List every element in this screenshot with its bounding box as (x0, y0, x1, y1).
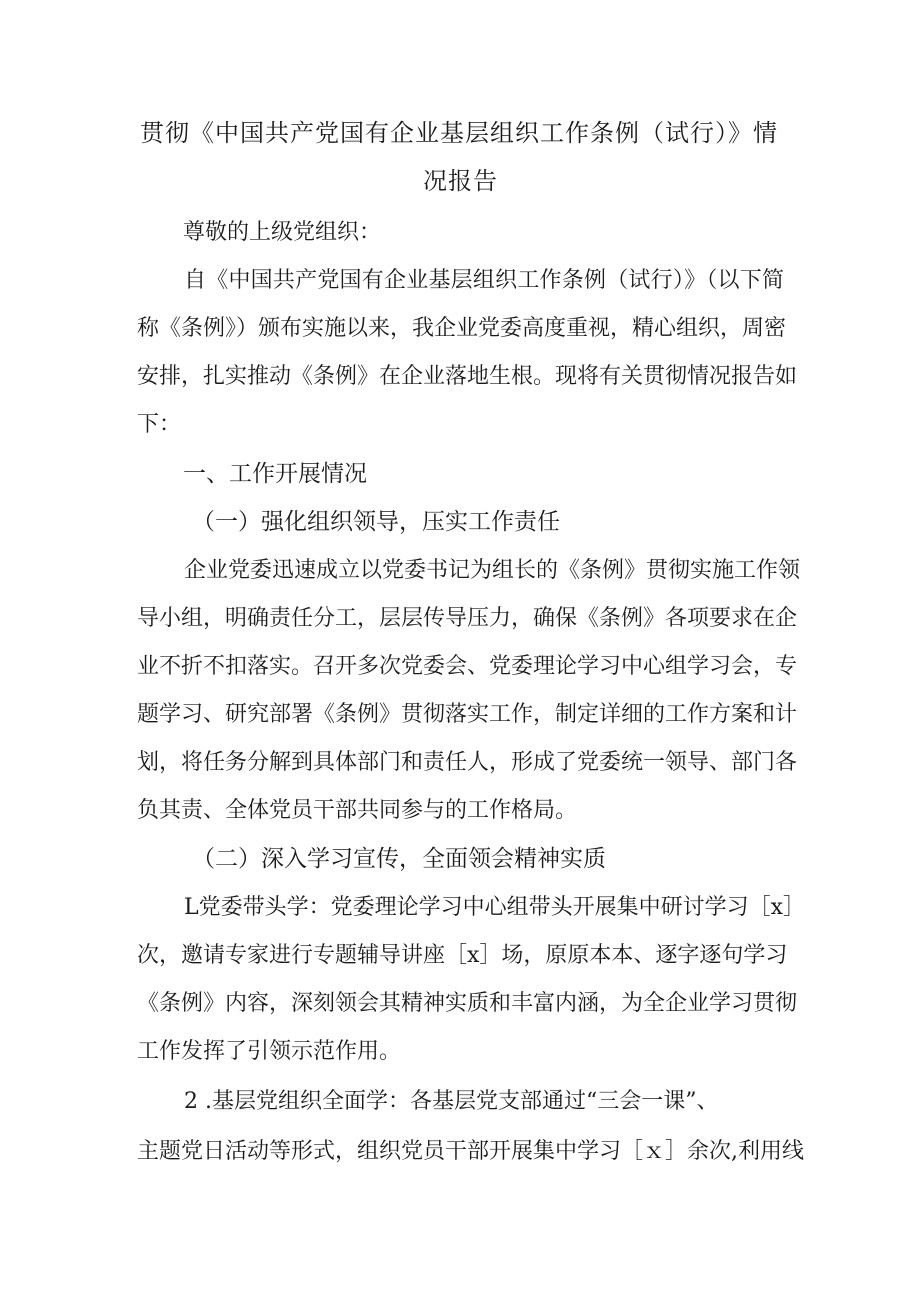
item-1-line-1: L党委带头学：党委理论学习中心组带头开展集中研讨学习［x］ (184, 895, 806, 920)
item-1-line-4: 工作发挥了引领示范作用。 (137, 1039, 402, 1064)
subsection-1-line-2: 导小组，明确责任分工，层层传导压力，确保《条例》各项要求在企 (137, 606, 798, 631)
subsection-1-line-3: 业不折不扣落实。召开多次党委会、党委理论学习中心组学习会，专 (137, 654, 798, 679)
subsection-1-line-4: 题学习、研究部署《条例》贯彻落实工作，制定详细的工作方案和计 (137, 702, 798, 727)
item-2-line-2: 主题党日活动等形式，组织党员干部开展集中学习［ｘ］余次,利用线 (137, 1139, 804, 1164)
intro-line-1: 自《中国共产党国有企业基层组织工作条例（试行）》（以下简 (184, 268, 784, 293)
item-2-line-1: 2 .基层党组织全面学：各基层党支部通过“三会一课”、 (184, 1089, 719, 1114)
subsection-2-heading: （二）深入学习宣传，全面领会精神实质 (192, 846, 606, 872)
subsection-1-line-5: 划，将任务分解到具体部门和责任人，形成了党委统一领导、部门各 (137, 750, 798, 775)
item-1-line-3: 《条例》内容，深刻领会其精神实质和丰富内涵，为全企业学习贯彻 (137, 991, 798, 1016)
document-title-line-2: 况报告 (423, 167, 498, 195)
intro-line-4: 下： (137, 412, 182, 437)
salutation: 尊敬的上级党组织： (183, 220, 382, 245)
item-1-line-2: 次，邀请专家进行专题辅导讲座［x］场，原原本本、逐字逐句学习 (137, 943, 788, 968)
subsection-1-line-6: 负其责、全体党员干部共同参与的工作格局。 (137, 798, 578, 823)
intro-line-3: 安排，扎实推动《条例》在企业落地生根。现将有关贯彻情况报告如 (137, 364, 798, 389)
intro-line-2: 称《条例》）颁布实施以来，我企业党委高度重视，精心组织，周密 (137, 316, 787, 341)
document-title-line-1: 贯彻《中国共产党国有企业基层组织工作条例（试行）》情 (140, 119, 778, 147)
section-1-heading: 一、工作开展情况 (183, 461, 367, 487)
subsection-1-line-1: 企业党委迅速成立以党委书记为组长的《条例》贯彻实施工作领 (184, 558, 801, 583)
subsection-1-heading: （一）强化组织领导，压实工作责任 (192, 509, 560, 535)
